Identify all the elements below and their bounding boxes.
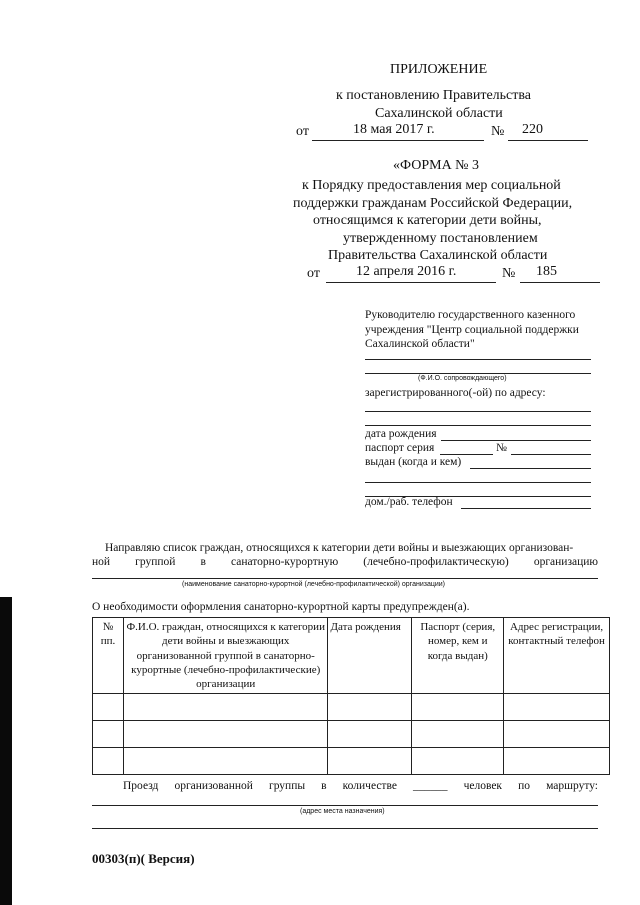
form-line-2: поддержки гражданам Российской Федерации,: [293, 196, 573, 211]
form-line-4: утвержденному постановлением: [343, 231, 538, 246]
org-name-line: [92, 578, 598, 579]
org-caption: (наименование санаторно-курортной (лечебно-профилактической) организации): [182, 581, 446, 588]
request-paragraph-line1: Направляю список граждан, относящихся к категории дети войны и выезжающих организован-: [105, 542, 574, 554]
table-cell[interactable]: [328, 694, 412, 721]
table-row: [93, 721, 610, 748]
fio-line-1: [365, 359, 591, 360]
request-paragraph-line2: ной группой в санаторно-курортную (лечебно-профилактическую) организацию: [92, 556, 598, 568]
birth-date-label: дата рождения: [365, 428, 437, 440]
table-cell[interactable]: [504, 694, 610, 721]
footer-code: 00303(п)( Версия): [92, 851, 195, 866]
appendix-number-line: [508, 140, 588, 141]
fio-line-2: [365, 373, 591, 374]
header-birth-date: Дата рождения: [328, 618, 412, 694]
table-cell[interactable]: [328, 721, 412, 748]
table-cell[interactable]: [504, 721, 610, 748]
appendix-number: 220: [522, 122, 543, 137]
issued-line-2: [365, 482, 591, 483]
appendix-title: ПРИЛОЖЕНИЕ: [390, 62, 488, 77]
appendix-line1: к постановлению Правительства: [336, 88, 532, 103]
addressee-line2: учреждения "Центр социальной поддержки: [365, 324, 579, 336]
passport-label: паспорт серия: [365, 442, 435, 454]
table-row: [93, 694, 610, 721]
form-line-5: Правительства Сахалинской области: [328, 248, 548, 263]
phone-line: [461, 508, 591, 509]
table-cell[interactable]: [93, 721, 124, 748]
participants-table: [92, 617, 610, 775]
table-cell[interactable]: [504, 748, 610, 775]
address-line-1: [365, 411, 591, 412]
appendix-from-label: от: [296, 124, 309, 139]
warning-text: О необходимости оформления санаторно-курортной карты предупрежден(а).: [92, 601, 470, 613]
table-cell[interactable]: [412, 694, 504, 721]
birth-date-line: [441, 440, 591, 441]
issued-line-1: [470, 468, 591, 469]
header-passport: Паспорт (серия, номер, кем и когда выдан): [412, 618, 504, 694]
table-cell[interactable]: [412, 748, 504, 775]
travel-text: Проезд организованной группы в количестве ______ человек по маршруту:: [123, 780, 598, 792]
form-number-label: №: [502, 266, 516, 281]
table-row: [93, 748, 610, 775]
form-from-label: от: [307, 266, 320, 281]
addressee-line3: Сахалинской области": [365, 338, 475, 350]
appendix-line2: Сахалинской области: [375, 106, 503, 121]
table-cell[interactable]: [328, 748, 412, 775]
header-number: № пп.: [93, 618, 124, 694]
registered-label: зарегистрированного(-ой) по адресу:: [365, 387, 546, 399]
issued-label: выдан (когда и кем): [365, 456, 462, 468]
form-line-3: относящимся к категории дети войны,: [313, 213, 542, 228]
table-header-row: [93, 618, 610, 694]
addressee-line1: Руководителю государственного казенного: [365, 309, 576, 321]
passport-series-line: [440, 454, 493, 455]
header-name: Ф.И.О. граждан, относящихся к категории дети войны и выезжающих организованной группой в санаторно-курортные (лечебно-профилактические) организации: [123, 618, 328, 694]
passport-no-line: [511, 454, 591, 455]
form-number-line: [520, 282, 600, 283]
header-address: Адрес регистрации, контактный телефон: [504, 618, 610, 694]
form-number: 185: [536, 264, 557, 279]
table-cell[interactable]: [93, 694, 124, 721]
table-cell[interactable]: [123, 721, 328, 748]
address-line-2: [365, 425, 591, 426]
form-date-line: [326, 282, 496, 283]
appendix-number-label: №: [491, 124, 505, 139]
fio-caption: (Ф.И.О. сопровождающего): [418, 375, 507, 382]
appendix-date-line: [312, 140, 484, 141]
phone-label: дом./раб. телефон: [365, 496, 453, 508]
destination-line: [92, 805, 598, 806]
table-cell[interactable]: [412, 721, 504, 748]
appendix-date: 18 мая 2017 г.: [353, 122, 435, 137]
form-title: «ФОРМА № 3: [393, 158, 480, 173]
form-date: 12 апреля 2016 г.: [356, 264, 457, 279]
destination-line-2: [92, 828, 598, 829]
passport-no-label: №: [496, 442, 507, 454]
table-cell[interactable]: [93, 748, 124, 775]
scan-edge-shadow: [0, 597, 12, 905]
table-cell[interactable]: [123, 748, 328, 775]
table-cell[interactable]: [123, 694, 328, 721]
form-line-1: к Порядку предоставления мер социальной: [302, 178, 561, 193]
destination-caption: (адрес места назначения): [300, 808, 385, 815]
